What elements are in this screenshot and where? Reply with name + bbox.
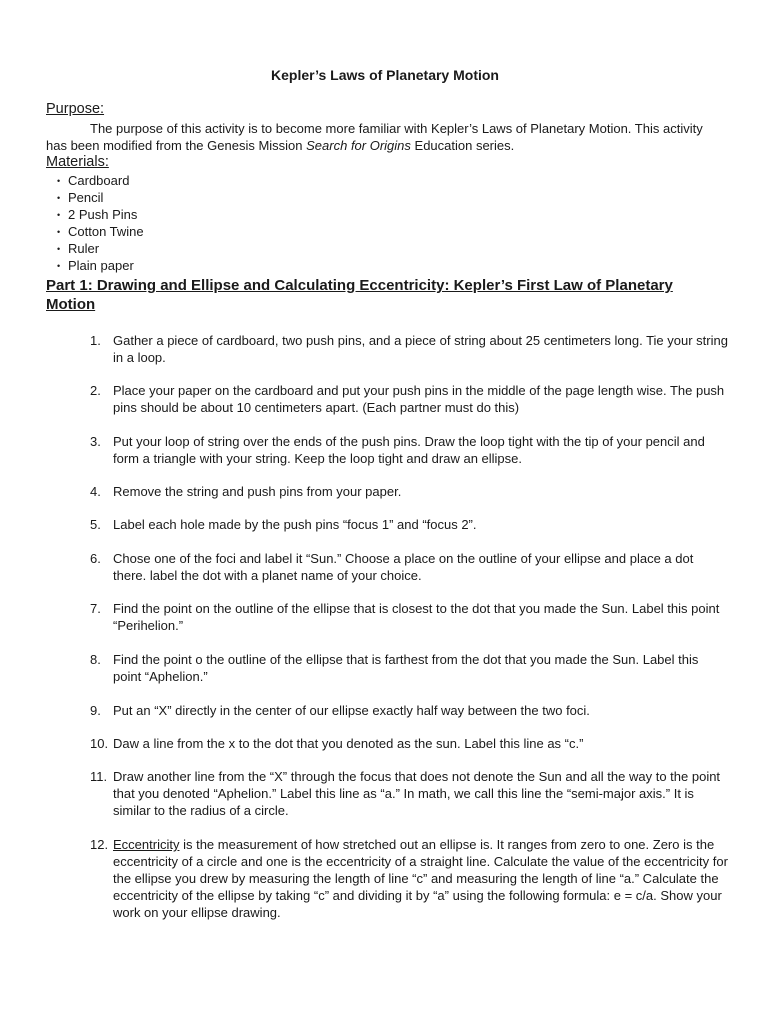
- list-item: • Pencil: [57, 190, 104, 205]
- eccentricity-term: Eccentricity: [113, 837, 180, 852]
- bullet-icon: •: [57, 261, 61, 271]
- purpose-text-part2: Education series.: [410, 138, 515, 153]
- list-item: • Plain paper: [57, 258, 134, 273]
- step-1: 1. Gather a piece of cardboard, two push pins, and a piece of string about 25 centimeters long. Tie your string in a loop.: [90, 333, 728, 365]
- part1-heading: Part 1: Drawing and Ellipse and Calculating Eccentricity: Kepler’s First Law of Planetary Motion: [46, 277, 673, 313]
- step-4: 4. Remove the string and push pins from your paper.: [90, 484, 402, 499]
- document-title: Kepler’s Laws of Planetary Motion: [271, 67, 499, 83]
- step-7: 7. Find the point on the outline of the ellipse that is closest to the dot that you made the Sun. Label this point “Perihelion.”: [90, 601, 720, 633]
- step-9: 9. Put an “X” directly in the center of our ellipse exactly half way between the two foci.: [90, 703, 590, 718]
- step-11: 11. Draw another line from the “X” through the focus that does not denote the Sun and all the way to the point that you denoted “Aphelion.” Label this line as “a.” In math, we call this line the “semi-major axis.” It is similar to the radius of a circle.: [90, 769, 721, 818]
- step-6: 6. Chose one of the foci and label it “Sun.” Choose a place on the outline of your ellipse and place a dot there. label the dot with a planet name of your choice.: [90, 551, 694, 583]
- bullet-icon: •: [57, 244, 61, 254]
- bullet-icon: •: [57, 176, 61, 186]
- bullet-icon: •: [57, 227, 61, 237]
- step-5: 5. Label each hole made by the push pins “focus 1” and “focus 2”.: [90, 517, 477, 532]
- step-2: 2. Place your paper on the cardboard and put your push pins in the middle of the page length wise. The push pins should be about 10 centimeters apart. (Each partner must do this): [90, 383, 725, 415]
- bullet-icon: •: [57, 210, 61, 220]
- step-8: 8. Find the point o the outline of the ellipse that is farthest from the dot that you made the Sun. Label this point “Aphelion.”: [90, 652, 699, 684]
- list-item: • 2 Push Pins: [57, 207, 138, 222]
- purpose-text-part1: The purpose of this activity is to become more familiar with Kepler’s Laws of Planetary Motion. This activity has been modified from the Genesis Mission: [46, 121, 703, 153]
- list-item: • Ruler: [57, 241, 100, 256]
- step-12: 12. Eccentricity is the measurement of how stretched out an ellipse is. It ranges from zero to one. Zero is the eccentricity of a circle and one is the eccentricity of a straight line. Calculate the value of the eccentricity for the ellipse you drew by measuring the length of line “c” and measuring the length of line “a.” Calculate the eccentricity of the ellipse by taking “c” and dividing it by “a” using the following formula: e = c/a. Show your work on your ellipse drawing.: [90, 837, 728, 920]
- step-3: 3. Put your loop of string over the ends of the push pins. Draw the loop tight with the tip of your pencil and form a triangle with your string. Keep the loop tight and draw an ellipse.: [90, 434, 705, 466]
- purpose-italic-title: Search for Origins: [306, 138, 411, 153]
- materials-heading: Materials:: [46, 154, 109, 170]
- bullet-icon: •: [57, 193, 61, 203]
- list-item: • Cardboard: [57, 173, 130, 188]
- list-item: • Cotton Twine: [57, 224, 144, 239]
- step-10: 10. Daw a line from the x to the dot that you denoted as the sun. Label this line as “c.”: [90, 736, 584, 751]
- purpose-heading: Purpose:: [46, 101, 105, 117]
